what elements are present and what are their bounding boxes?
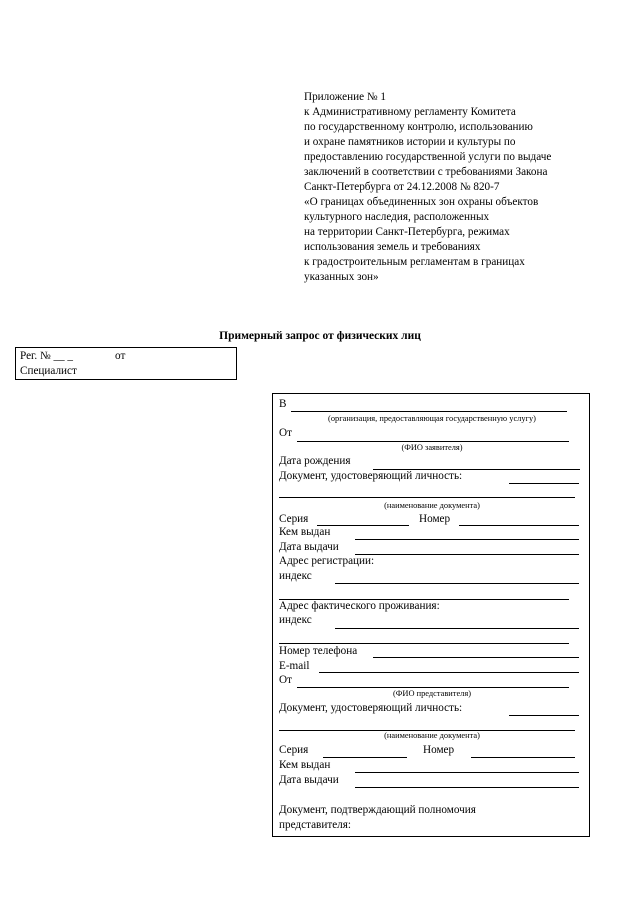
- actual-address-label: Адрес фактического проживания:: [279, 600, 440, 612]
- issued-by-label: Кем выдан: [279, 526, 331, 538]
- actual-address-field-2[interactable]: [279, 643, 569, 644]
- specialist-label: Специалист: [20, 365, 77, 377]
- registration-box: [15, 347, 237, 380]
- annex-line: на территории Санкт-Петербурга, режимах: [304, 226, 510, 238]
- birth-date-label: Дата рождения: [279, 455, 351, 467]
- from-label: От: [279, 427, 292, 439]
- to-org-field[interactable]: [291, 411, 567, 412]
- email-label: E-mail: [279, 660, 310, 672]
- authority-doc-label-2: представителя:: [279, 819, 352, 831]
- issued-by-field[interactable]: [355, 539, 579, 540]
- annex-line: использования земель и требованиях: [304, 241, 481, 253]
- annex-line: заключений в соответствии с требованиями Закона: [304, 166, 548, 178]
- org-caption: (организация, предоставляющая государственную услугу): [328, 414, 536, 423]
- rep-name-field[interactable]: [297, 687, 569, 688]
- email-field[interactable]: [319, 672, 579, 673]
- rep-series-label: Серия: [279, 744, 309, 756]
- reg-number-field[interactable]: __ _: [53, 350, 74, 362]
- series-label: Серия: [279, 513, 309, 525]
- rep-issued-by-label: Кем выдан: [279, 759, 331, 771]
- annex-line: Санкт-Петербурга от 24.12.2008 № 820-7: [304, 181, 500, 193]
- annex-line: культурного наследия, расположенных: [304, 211, 490, 223]
- rep-doc-name-caption: (наименование документа): [384, 731, 480, 740]
- rep-issued-by-field[interactable]: [355, 772, 579, 773]
- applicant-name-field[interactable]: [297, 441, 569, 442]
- annex-line: Приложение № 1: [304, 91, 386, 103]
- annex-line: к Административному регламенту Комитета: [304, 106, 516, 118]
- to-label: В: [279, 398, 287, 410]
- rep-number-label: Номер: [423, 744, 455, 756]
- annex-line: к градостроительным регламентам в границах: [304, 256, 525, 268]
- registration-row: [20, 349, 126, 364]
- reg-address-label: Адрес регистрации:: [279, 555, 375, 567]
- applicant-caption: (ФИО заявителя): [401, 443, 463, 452]
- reg-address-field[interactable]: [335, 583, 579, 584]
- actual-index-label: индекс: [279, 614, 312, 626]
- id-doc-label: Документ, удостоверяющий личность:: [279, 470, 463, 482]
- rep-id-doc-field-inline[interactable]: [509, 715, 579, 716]
- annex-line: «О границах объединенных зон охраны объектов: [304, 196, 539, 208]
- issue-date-field[interactable]: [355, 554, 579, 555]
- issue-date-label: Дата выдачи: [279, 541, 339, 553]
- rep-id-doc-label: Документ, удостоверяющий личность:: [279, 702, 463, 714]
- request-form: [272, 393, 590, 837]
- rep-caption: (ФИО представителя): [393, 689, 471, 698]
- reg-number-label: Рег. №: [20, 350, 51, 362]
- page-title: Примерный запрос от физических лиц: [219, 330, 421, 342]
- rep-issue-date-field[interactable]: [355, 787, 579, 788]
- reg-date-label: от: [115, 350, 126, 362]
- id-doc-field[interactable]: [279, 497, 575, 498]
- annex-line: и охране памятников истории и культуры по: [304, 136, 516, 148]
- rep-series-field[interactable]: [323, 757, 407, 758]
- rep-from-label: От: [279, 674, 292, 686]
- number-field[interactable]: [459, 525, 579, 526]
- annex-header: [304, 90, 604, 285]
- annex-line: предоставлению государственной услуги по выдаче: [304, 151, 552, 163]
- rep-issue-date-label: Дата выдачи: [279, 774, 339, 786]
- phone-label: Номер телефона: [279, 645, 358, 657]
- actual-address-field[interactable]: [335, 628, 579, 629]
- reg-index-label: индекс: [279, 570, 312, 582]
- annex-line: указанных зон»: [304, 271, 379, 283]
- annex-line: по государственному контролю, использованию: [304, 121, 533, 133]
- number-label: Номер: [419, 513, 451, 525]
- authority-doc-label: Документ, подтверждающий полномочия: [279, 804, 476, 816]
- series-field[interactable]: [317, 525, 409, 526]
- phone-field[interactable]: [373, 657, 579, 658]
- doc-name-caption: (наименование документа): [384, 501, 480, 510]
- id-doc-field-inline[interactable]: [509, 483, 579, 484]
- rep-number-field[interactable]: [471, 757, 575, 758]
